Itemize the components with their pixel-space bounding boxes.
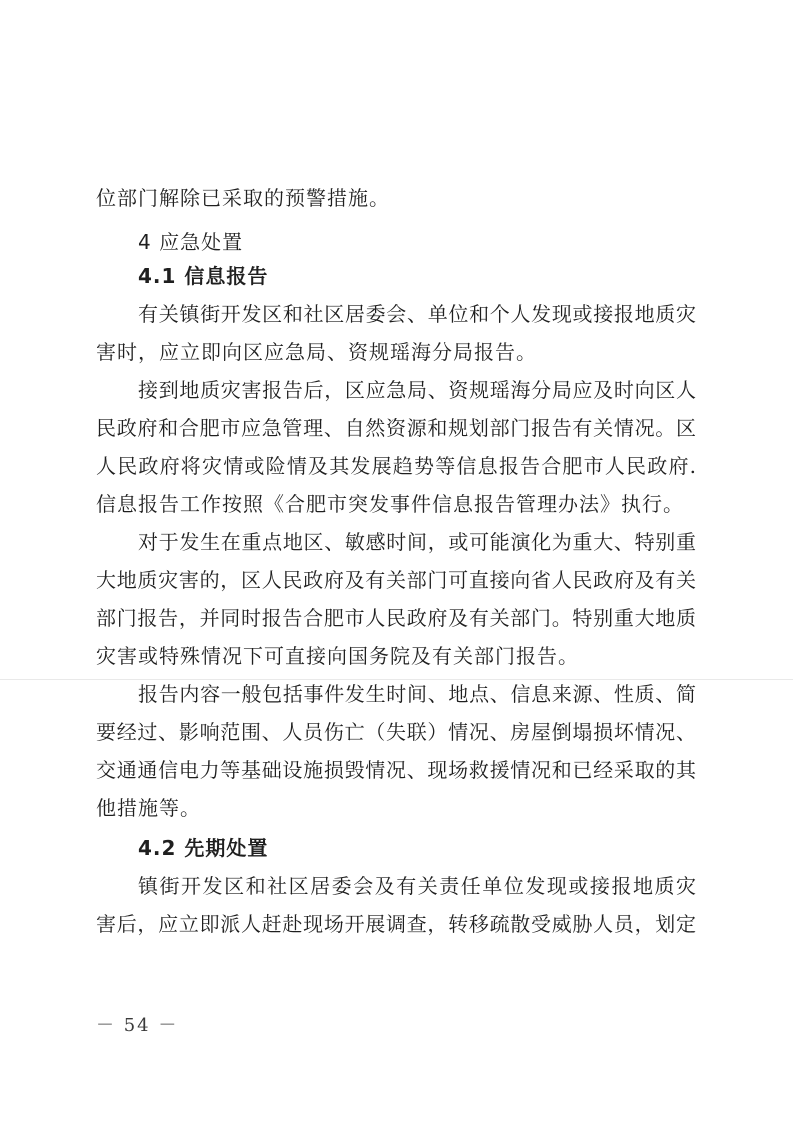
paragraph-line: 大地质灾害的，区人民政府及有关部门可直接向省人民政府及有关 [96,568,696,592]
paragraph-line: 部门报告，并同时报告合肥市人民政府及有关部门。特别重大地质 [96,606,696,630]
paragraph-line: 位部门解除已采取的预警措施。 [96,186,390,210]
section-heading: 4 应急处置 [138,230,244,254]
paragraph-line: 灾害或特殊情况下可直接向国务院及有关部门报告。 [96,644,579,668]
subsection-heading: 4.1 信息报告 [138,264,269,288]
paragraph-line: 交通通信电力等基础设施损毁情况、现场救援情况和已经采取的其 [96,758,696,782]
paragraph-line: 害时，应立即向区应急局、资规瑶海分局报告。 [96,340,537,364]
paragraph-line: 人民政府将灾情或险情及其发展趋势等信息报告合肥市人民政府. [96,454,696,478]
paragraph-line: 要经过、影响范围、人员伤亡（失联）情况、房屋倒塌损坏情况、 [96,720,696,744]
paragraph-line: 报告内容一般包括事件发生时间、地点、信息来源、性质、简 [138,682,696,706]
paragraph-line: 镇街开发区和社区居委会及有关责任单位发现或接报地质灾 [138,874,696,898]
paragraph-line: 对于发生在重点地区、敏感时间，或可能演化为重大、特别重 [138,530,696,554]
paragraph-line: 民政府和合肥市应急管理、自然资源和规划部门报告有关情况。区 [96,416,696,440]
paragraph-line: 害后，应立即派人赶赴现场开展调查，转移疏散受威胁人员，划定 [96,912,696,936]
subsection-heading: 4.2 先期处置 [138,836,269,860]
paragraph-line: 接到地质灾害报告后，区应急局、资规瑶海分局应及时向区人 [138,378,696,402]
paragraph-line: 信息报告工作按照《合肥市突发事件信息报告管理办法》执行。 [96,492,684,516]
paragraph-line: 有关镇街开发区和社区居委会、单位和个人发现或接报地质灾 [138,302,696,326]
paragraph-line: 他措施等。 [96,796,201,820]
page-number: － 54 － [96,1015,179,1036]
